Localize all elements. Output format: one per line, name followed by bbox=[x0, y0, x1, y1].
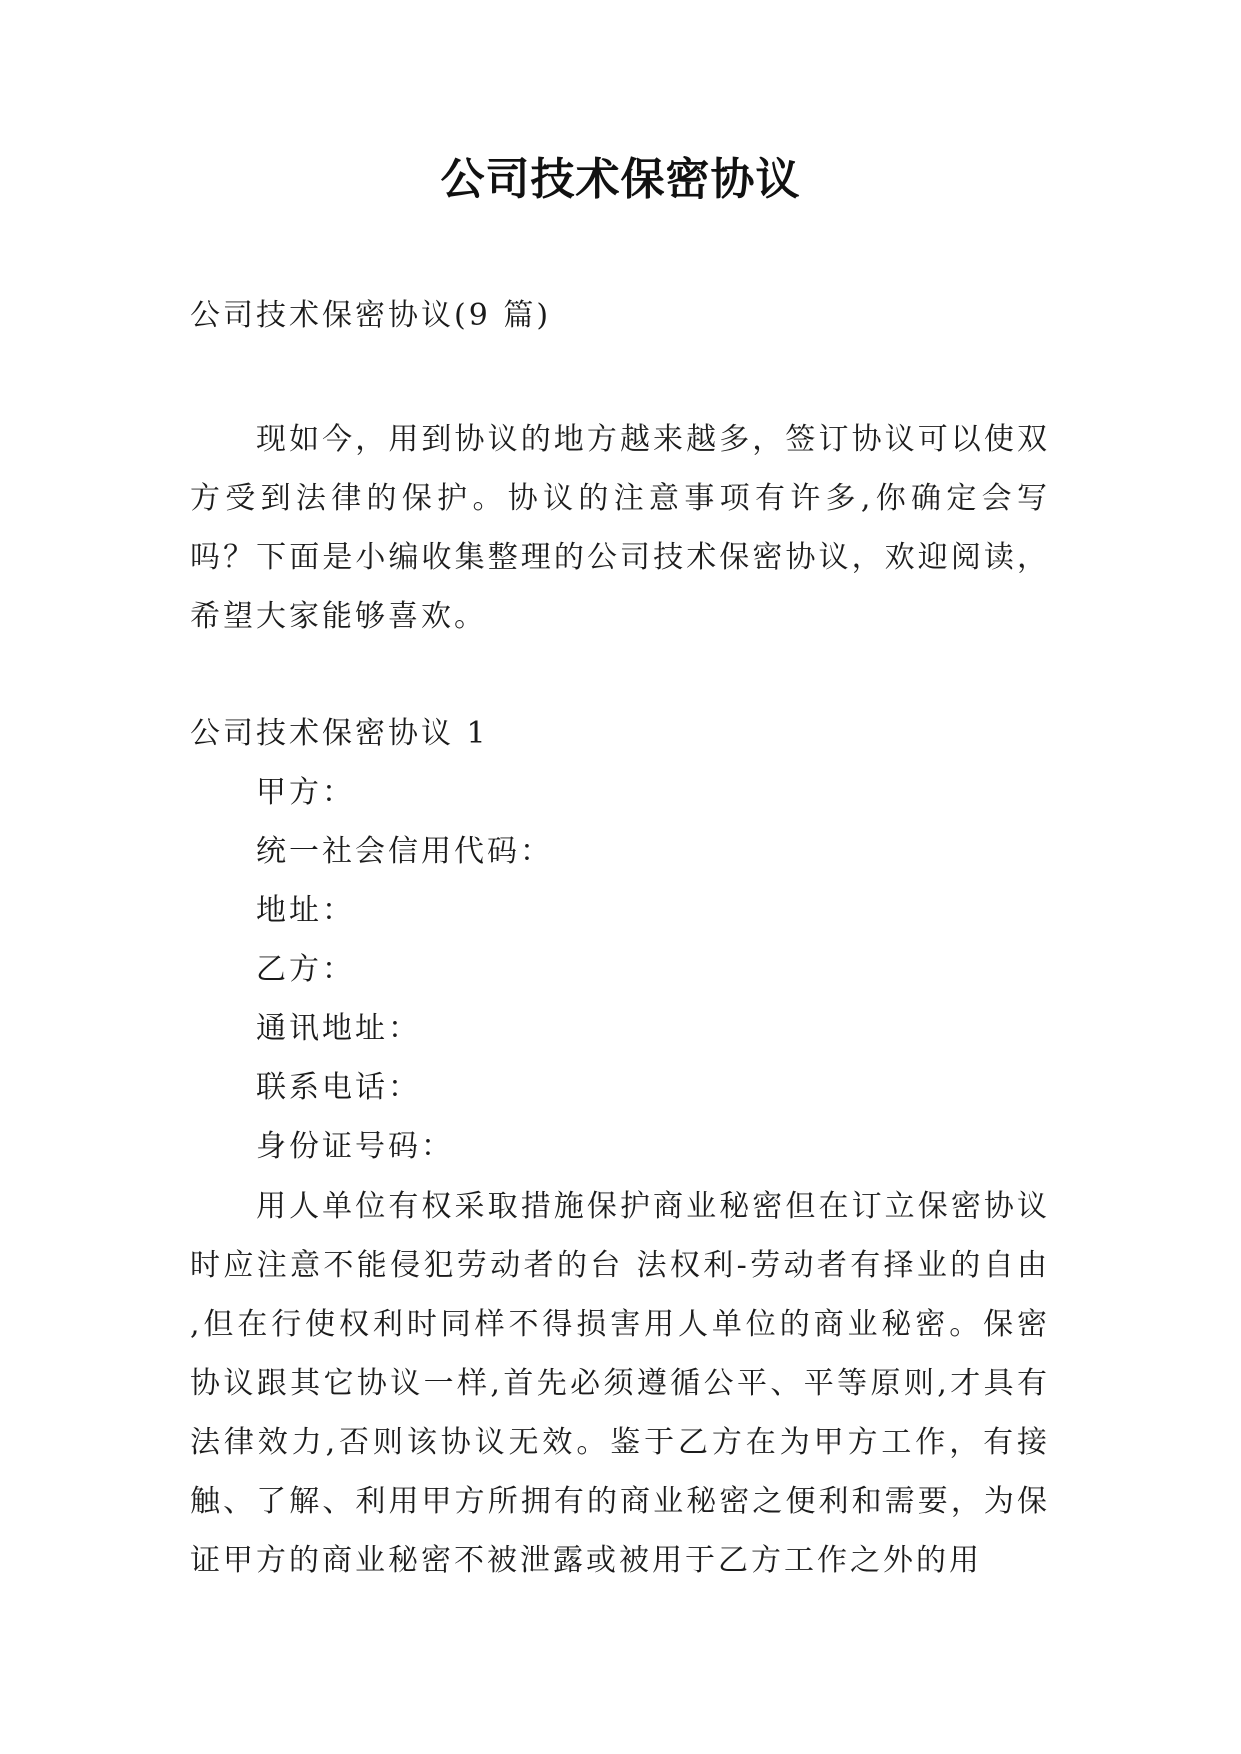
field-party-a: 甲方： bbox=[256, 775, 355, 810]
field-mailing-address: 通讯地址： bbox=[256, 1011, 421, 1046]
field-id-number: 身份证号码： bbox=[256, 1129, 454, 1164]
section-heading: 公司技术保密协议 1 bbox=[190, 716, 489, 751]
field-credit-code: 统一社会信用代码： bbox=[256, 834, 553, 869]
document-subtitle: 公司技术保密协议(9 篇) bbox=[190, 298, 552, 333]
intro-paragraph: 现如今，用到协议的地方越来越多，签订协议可以使双方受到法律的保护。协议的注意事项有许多,你确定会写吗？下面是小编收集整理的公司技术保密协议，欢迎阅读，希望大家能够喜欢。 bbox=[190, 422, 1050, 634]
field-phone: 联系电话： bbox=[256, 1070, 421, 1105]
body-paragraph: 用人单位有权采取措施保护商业秘密但在订立保密协议时应注意不能侵犯劳动者的台 法权利-劳动者有择业的自由 ,但在行使权利时同样不得损害用人单位的商业秘密。保密协议跟其它协议一样,首先必须遵循公平、平等原则,才具有法律效力,否则该协议无效。鉴于乙方在为甲方工作，有接触、了解、利用甲方所拥有的商业秘密之便利和需要，为保证甲方的商业秘密不被泄露或被用于乙方工作之外的用 bbox=[190, 1189, 1050, 1578]
page-title: 公司技术保密协议 bbox=[440, 154, 801, 205]
field-party-b: 乙方： bbox=[256, 952, 355, 987]
field-address: 地址： bbox=[256, 893, 355, 928]
party-fields-list bbox=[256, 763, 553, 1176]
